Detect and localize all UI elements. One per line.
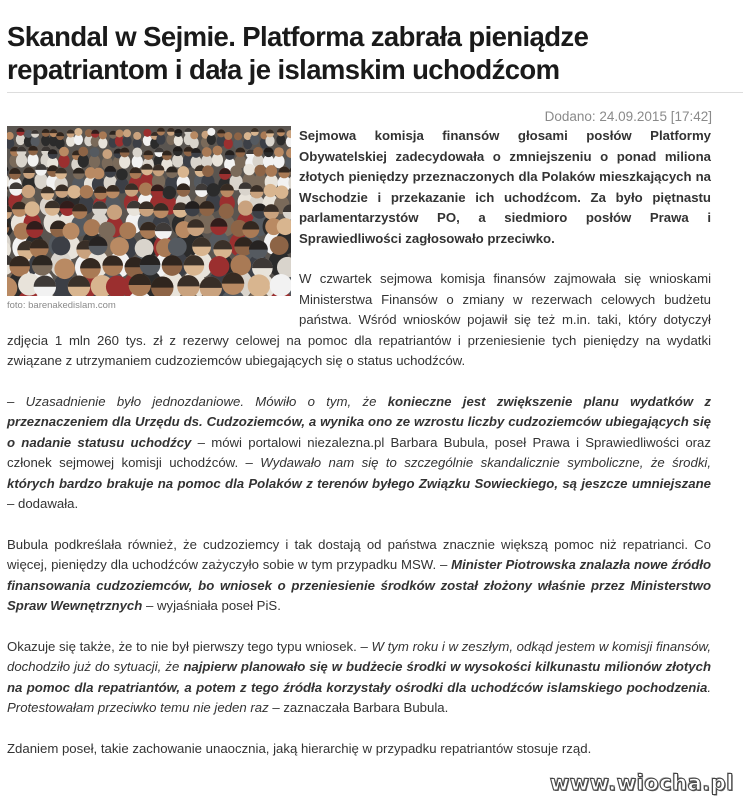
article-body <box>7 126 711 779</box>
paragraph-5: Zdaniem poseł, takie zachowanie unaocznia, jaką hierarchię w przypadku repatriantów stosuje rząd. <box>7 740 592 756</box>
site-watermark: www.wiocha.pl <box>549 771 734 795</box>
article-lead: Sejmowa komisja finansów głosami posłów Platformy Obywatelskiej zadecydowała o zmniejszeniu o ponad miliona złotych pieniędzy przeznaczonych dla Polaków mieszkających na Wschodzie i przekazanie ich uchodźcom. Za było piętnastu parlamentarzystów PO, a siedmioro posłów Prawa i Sprawiedliwości zagłosowało przeciwko. <box>299 128 711 246</box>
quote-text: . Protestowałam przeciwko temu nie jeden raz <box>7 679 711 715</box>
publish-date: Dodano: 24.09.2015 [17:42] <box>544 109 712 124</box>
quote-emphasis: najpierw planowało się w budżecie środki w wysokości kilkunastu milionów złotych na pomoc dla repatriantów, a potem z tego źródła korzystały ośrodki dla uchodźców islamskiego pochodzenia <box>7 659 711 695</box>
attribution-text: – zaznaczała Barbara Bubula. <box>268 700 449 715</box>
photo-credit: foto: barenakedislam.com <box>7 300 116 311</box>
attribution-text: – wyjaśniała poseł PiS. <box>142 598 281 613</box>
crowd-photo <box>7 126 291 296</box>
article-figure <box>7 126 291 312</box>
quote-emphasis: których bardzo brakuje na pomoc dla Polaków z terenów byłego Związku Sowieckiego, są jeszcze umniejszane <box>7 475 711 491</box>
quote-text: W tym roku i w zeszłym, odkąd jestem w komisji finansów, dochodziło już do sytuacji, że <box>7 638 711 674</box>
paragraph-1: W czwartek sejmowa komisja finansów zajmowała się wnioskami Ministerstwa Finansów o zmiany w rezerwach celowych budżetu państwa. Wśród wniosków pojawił się też m.in. taki, który dotyczył zdjęcia 1 mln 260 tys. zł z rezerwy celowej na pomoc dla repatriantów i przeniesienie tych pieniędzy na wydatki związane z utrzymaniem cudzoziemców ubiegających się o status uchodźców. <box>7 271 711 368</box>
quote-text: – Uzasadnienie było jednozdaniowe. Mówiło o tym, że <box>7 393 388 409</box>
attribution-text: – dodawała. <box>7 496 79 511</box>
body-text: Okazuje się także, że to nie był pierwszy tego typu wniosek. – <box>7 638 372 654</box>
quote-emphasis: konieczne jest zwiększenie planu wydatków z przeznaczeniem dla Urzędu ds. Cudzoziemców, a wynika ono ze wzrostu liczby cudzoziemców ubiegających się o nadanie statusu uchodźcy <box>7 393 711 450</box>
quote-text: Wydawało nam się to szczególnie skandalicznie symboliczne, że środki, <box>260 455 712 470</box>
quote-emphasis: Minister Piotrowska znalazła nowe źródło finansowania cudzoziemców, bo wniosek o przeniesienie środków został złożony właśnie przez Ministerstwo Spraw Wewnętrznych <box>7 557 712 613</box>
paragraph-2 <box>7 392 711 515</box>
attribution-text: – mówi portalowi niezalezna.pl Barbara Bubula, poseł Prawa i Sprawiedliwości oraz członek sejmowej komisji uchodźców. – <box>7 434 711 470</box>
paragraph-3 <box>7 535 711 617</box>
article-headline: Skandal w Sejmie. Platforma zabrała pieniądze repatriantom i dała je islamskim uchodźcom <box>7 21 589 85</box>
headline-divider <box>7 92 743 93</box>
body-text: Bubula podkreślała również, że cudzoziemcy i tak dostają od państwa znacznie większą pomoc niż repatrianci. Co więcej, pieniędzy dla uchodźców zażyczyło sobie w tym przypadku MSW. – <box>7 536 711 572</box>
paragraph-4 <box>7 637 711 719</box>
